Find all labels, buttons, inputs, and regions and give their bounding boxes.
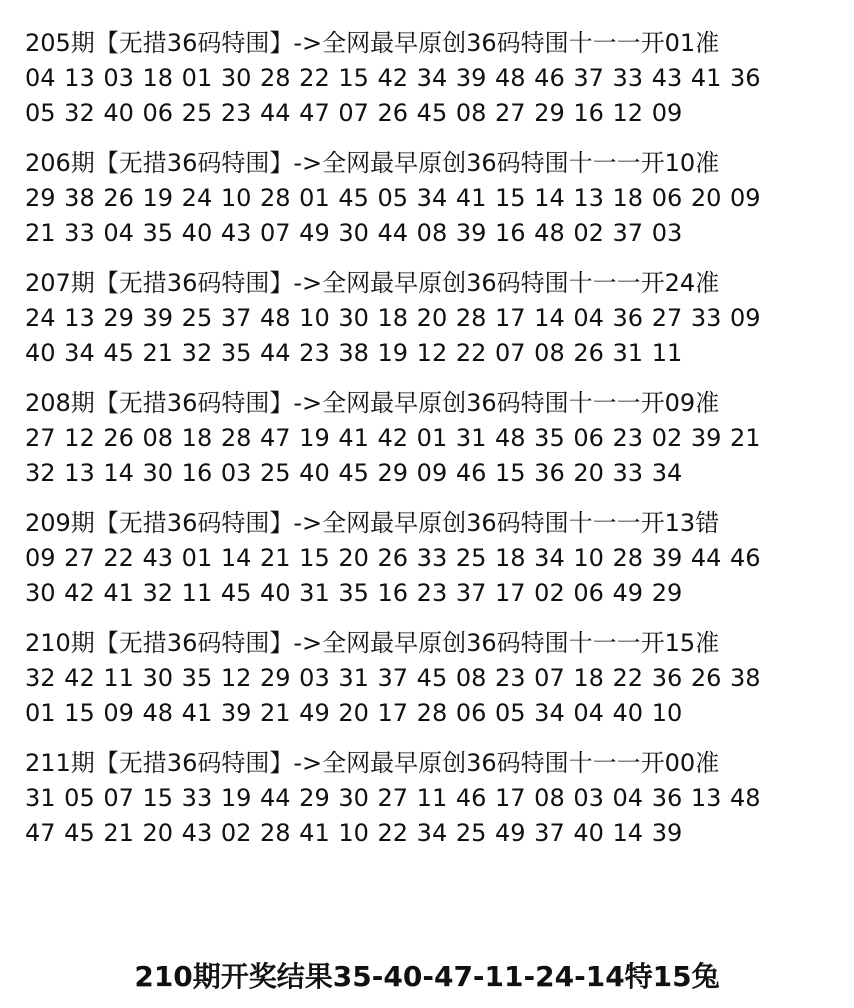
entry-206 (25, 146, 825, 251)
numbers-row-1: 29 38 26 19 24 10 28 01 45 05 34 41 15 14 13 18 06 20 09 (25, 184, 761, 212)
numbers-row-1: 09 27 22 43 01 14 21 15 20 26 33 25 18 34 10 28 39 44 46 (25, 544, 761, 572)
numbers-row-2: 32 13 14 30 16 03 25 40 45 29 09 46 15 36 20 33 34 (25, 459, 683, 487)
entry-209 (25, 506, 825, 611)
entry-title: 209期【无措36码特围】->全网最早原创36码特围十一一开13错 (25, 509, 720, 537)
entry-210 (25, 626, 825, 731)
prediction-list (25, 26, 825, 866)
draw-result-footer: 210期开奖结果35-40-47-11-24-14特15兔 (134, 960, 720, 993)
entry-207 (25, 266, 825, 371)
entry-211 (25, 746, 825, 851)
numbers-row-2: 05 32 40 06 25 23 44 47 07 26 45 08 27 29 16 12 09 (25, 99, 683, 127)
numbers-row-2: 47 45 21 20 43 02 28 41 10 22 34 25 49 37 40 14 39 (25, 819, 683, 847)
numbers-row-1: 24 13 29 39 25 37 48 10 30 18 20 28 17 14 04 36 27 33 09 (25, 304, 761, 332)
numbers-row-2: 21 33 04 35 40 43 07 49 30 44 08 39 16 48 02 37 03 (25, 219, 683, 247)
entry-title: 210期【无措36码特围】->全网最早原创36码特围十一一开15准 (25, 629, 720, 657)
entry-title: 206期【无措36码特围】->全网最早原创36码特围十一一开10准 (25, 149, 720, 177)
entry-title: 205期【无措36码特围】->全网最早原创36码特围十一一开01准 (25, 29, 720, 57)
numbers-row-1: 32 42 11 30 35 12 29 03 31 37 45 08 23 07 18 22 36 26 38 (25, 664, 761, 692)
numbers-row-2: 30 42 41 32 11 45 40 31 35 16 23 37 17 02 06 49 29 (25, 579, 683, 607)
entry-title: 211期【无措36码特围】->全网最早原创36码特围十一一开00准 (25, 749, 720, 777)
numbers-row-1: 31 05 07 15 33 19 44 29 30 27 11 46 17 08 03 04 36 13 48 (25, 784, 761, 812)
numbers-row-1: 04 13 03 18 01 30 28 22 15 42 34 39 48 46 37 33 43 41 36 (25, 64, 761, 92)
entry-title: 207期【无措36码特围】->全网最早原创36码特围十一一开24准 (25, 269, 720, 297)
entry-205 (25, 26, 825, 131)
entry-title: 208期【无措36码特围】->全网最早原创36码特围十一一开09准 (25, 389, 720, 417)
entry-208 (25, 386, 825, 491)
numbers-row-2: 40 34 45 21 32 35 44 23 38 19 12 22 07 08 26 31 11 (25, 339, 683, 367)
numbers-row-2: 01 15 09 48 41 39 21 49 20 17 28 06 05 34 04 40 10 (25, 699, 683, 727)
numbers-row-1: 27 12 26 08 18 28 47 19 41 42 01 31 48 35 06 23 02 39 21 (25, 424, 761, 452)
